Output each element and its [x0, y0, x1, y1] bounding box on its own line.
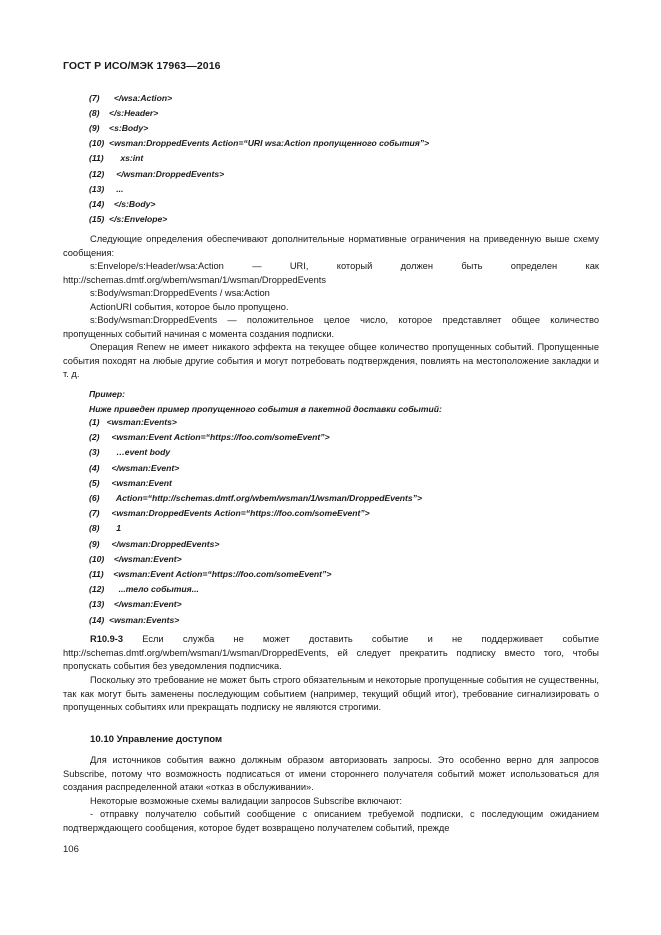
paragraph-requirement-note: Поскольку это требование не может быть строго обязательным и некоторые пропущенные события не существенны, так как могут быть заменены последующим событием (например, текущий общий итог), требование сигнализировать о пропущенных событиях или прекращать подписку не являются строгими. — [63, 675, 599, 713]
example-intro: Ниже приведен пример пропущенного события в пакетной доставки событий: — [89, 404, 442, 414]
code-line: (10) <wsman:DroppedEvents Action=“URI wsa:Action пропущенного события”> — [89, 138, 430, 149]
code-line: (8) 1 — [89, 523, 121, 534]
requirement-r10-9-3 — [63, 633, 599, 674]
paragraph-definitions-intro: Следующие определения обеспечивают дополнительные нормативные ограничения на приведенную выше схему сообщения: — [63, 234, 599, 258]
code-line: (6) Action=“http://schemas.dmtf.org/wbem/wsman/1/wsman/DroppedEvents”> — [89, 493, 422, 503]
paragraph-renew: Операция Renew не имеет никакого эффекта на текущее общее количество пропущенных событий. Пропущенные события походят на любые другие события и могут потребовать подтверждения, повлиять на местоположение закладки и т. д. — [63, 342, 599, 380]
definition-action-uri: s:Envelope/s:Header/wsa:Action — URI, который должен быть определен как http://schemas.dmtf.org/wbem/wsman/1/wsman/DroppedEvents — [63, 261, 599, 285]
code-line: (10) </wsman:Event> — [89, 553, 182, 564]
requirement-text: Если служба не может доставить событие и не поддерживает событие http://schemas.dmtf.org/wbem/wsman/1/wsman/DroppedEvents, ей следует прекратить подписку вместо того, чтобы пропускать события без уведомления подписчика. — [63, 634, 599, 672]
paragraph-access-control: Для источников события важно должным образом авторизовать запросы. Это особенно верно для запросов Subscribe, потому что возможность подписаться от имени стороннего получателя событий может использоваться для создания распределенной атаки «отказ в обслуживании». — [63, 755, 599, 793]
requirement-label: R10.9-3 — [90, 634, 124, 644]
code-line: (13) </wsman:Event> — [89, 599, 182, 610]
code-line: (15) </s:Envelope> — [89, 213, 168, 224]
page-number: 106 — [63, 844, 79, 855]
definition-action-uri-description: ActionURI события, которое было пропущено. — [90, 302, 289, 312]
section-heading-access-control: 10.10 Управление доступом — [90, 734, 223, 745]
code-line: (11) xs:int — [89, 153, 144, 164]
definition-dropped-events-count: s:Body/wsman:DroppedEvents — положительное целое число, которое представляет общее количество пропущенных событий начиная с момента создания подписки. — [63, 315, 599, 339]
code-line: (3) …event body — [89, 447, 171, 458]
code-line: (7) </wsa:Action> — [89, 93, 173, 103]
paragraph-validation-schemes: Некоторые возможные схемы валидации запросов Subscribe включают: — [90, 796, 402, 806]
code-line: (14) <wsman:Events> — [89, 614, 180, 625]
code-line: (5) <wsman:Event — [89, 477, 172, 488]
code-line: (7) <wsman:DroppedEvents Action=“https://foo.com/someEvent”> — [89, 508, 370, 519]
paragraph-validation-item: - отправку получателю событий сообщение с описанием требуемой подписки, с последующим ожиданием подтверждающего сообщения, которое будет возвращено получателем событий, прежде — [63, 809, 599, 833]
document-header: ГОСТ Р ИСО/МЭК 17963—2016 — [63, 60, 221, 72]
code-line: (4) </wsman:Event> — [89, 462, 180, 473]
code-line: (8) </s:Header> — [89, 108, 159, 119]
example-label: Пример: — [89, 389, 125, 399]
code-line: (9) </wsman:DroppedEvents> — [89, 538, 220, 549]
code-line: (1) <wsman:Events> — [89, 417, 177, 427]
code-line: (14) </s:Body> — [89, 198, 156, 209]
code-line: (13) ... — [89, 183, 124, 194]
code-line: (9) <s:Body> — [89, 123, 149, 134]
code-line: (11) <wsman:Event Action=“https://foo.com/someEvent”> — [89, 569, 332, 579]
code-line: (12) ...тело события... — [89, 584, 199, 595]
code-line: (12) </wsman:DroppedEvents> — [89, 168, 225, 179]
definition-dropped-events-action: s:Body/wsman:DroppedEvents / wsa:Action — [90, 288, 270, 298]
code-line: (2) <wsman:Event Action=“https://foo.com/someEvent”> — [89, 432, 330, 443]
